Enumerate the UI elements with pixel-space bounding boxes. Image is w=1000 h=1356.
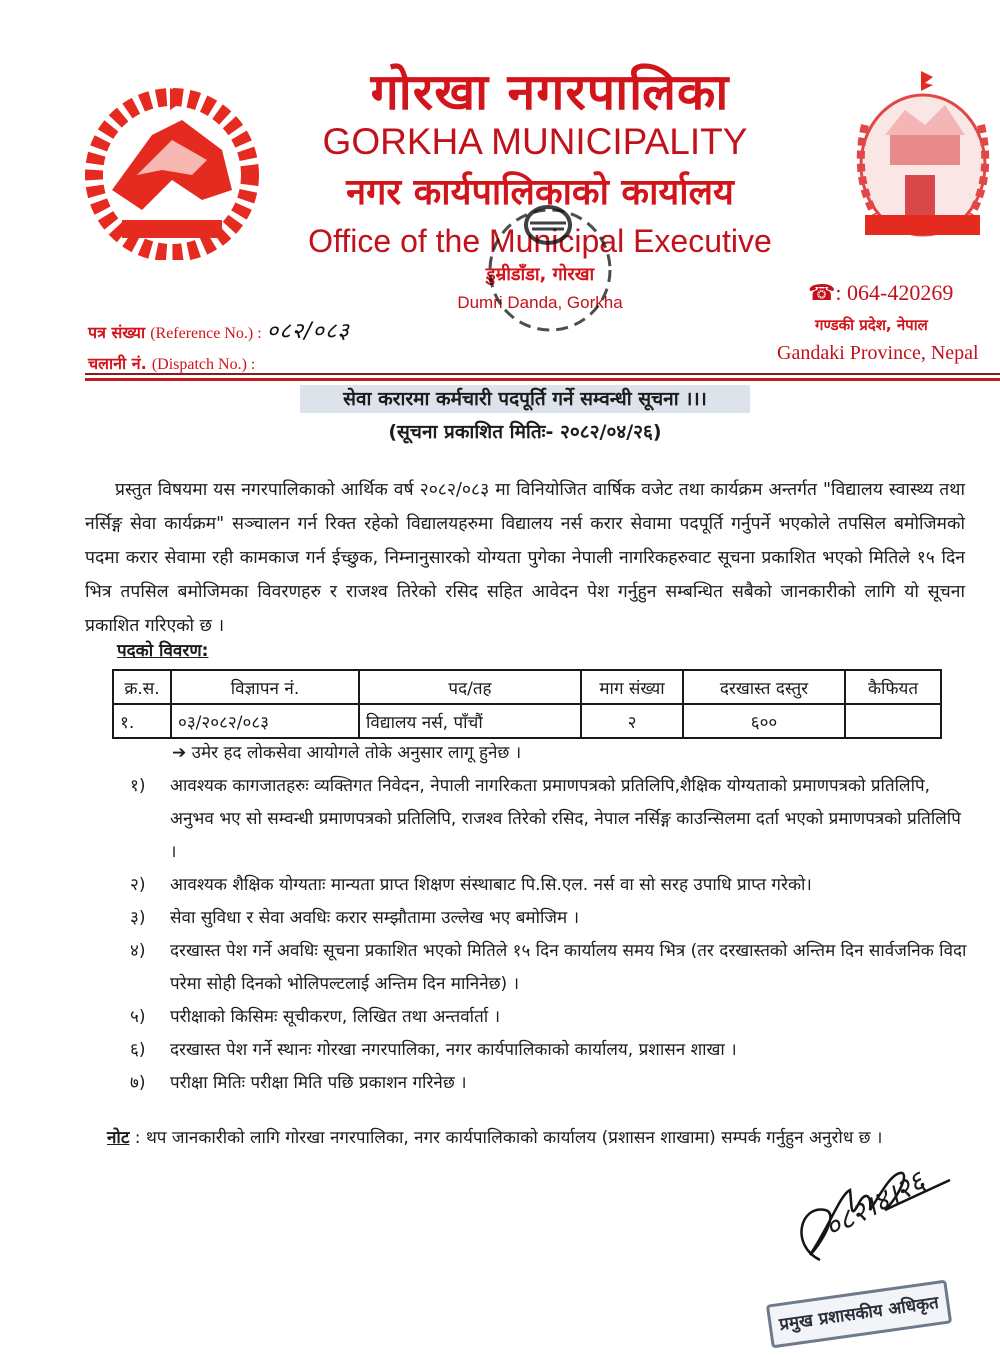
- list-item: [130, 1001, 970, 1034]
- post-details-heading: पदको विवरण:: [117, 641, 209, 661]
- address-english: Dumri Danda, Gorkha: [457, 293, 623, 312]
- column-header-serial: क्र.स.: [113, 670, 171, 704]
- list-item: [130, 1067, 970, 1100]
- list-item-number: ५): [130, 1007, 146, 1027]
- office-stamp-icon: [470, 195, 630, 345]
- list-item: [130, 902, 970, 935]
- note-label: नोट: [107, 1128, 130, 1148]
- column-header-remarks: कैफियत: [845, 670, 941, 704]
- list-item: [130, 1034, 970, 1067]
- office-name-english: Office of the Municipal Executive: [308, 223, 772, 259]
- list-item-text: सेवा सुविधा र सेवा अवधिः करार सम्झौतामा उल्लेख भए बमोजिम ।: [170, 908, 580, 928]
- cell-demand-count: २: [581, 704, 683, 738]
- gorkha-municipality-logo-icon: [845, 65, 1000, 245]
- header-divider-red: [85, 378, 1000, 381]
- telephone-icon: ☎: [808, 280, 836, 305]
- municipality-name-nepali: गोरखा नगरपालिका: [370, 63, 730, 121]
- requirements-list: [130, 770, 970, 1100]
- footer-note: [107, 1122, 927, 1155]
- column-header-application-fee: दरखास्त दस्तुर: [683, 670, 845, 704]
- designation-stamp: प्रमुख प्रशासकीय अधिकृत: [766, 1280, 952, 1349]
- list-item-number: ६): [130, 1040, 146, 1060]
- list-item-number: १): [130, 776, 146, 796]
- list-item: [130, 770, 970, 869]
- table-header-row: [113, 670, 941, 704]
- list-item-text: आवश्यक कागजातहरुः व्यक्तिगत निवेदन, नेपाली नागरिकता प्रमाणपत्रको प्रतिलिपि,शैक्षिक योग्यताको प्रमाणपत्रको प्रतिलिपि, अनुभव भए सो सम्वन्धी प्रमाणपत्रको प्रतिलिपि, राजश्व तिरेको रसिद, नेपाल नर्सिङ्ग काउन्सिलमा दर्ता भएको प्रमाणपत्रको प्रतिलिपि ।: [170, 776, 961, 862]
- reference-label-nepali: पत्र संख्या: [88, 323, 146, 342]
- list-item: [130, 869, 970, 902]
- note-text: : थप जानकारीको लागि गोरखा नगरपालिका, नगर कार्यपालिकाको कार्यालय (प्रशासन शाखामा) सम्पर्क गर्नुहुन अनुरोध छ ।: [129, 1128, 883, 1148]
- column-header-post-level: पद/तह: [359, 670, 581, 704]
- phone-row: [808, 280, 953, 306]
- signature-date: ०८२।४।२६: [818, 1164, 931, 1245]
- list-item-number: २): [130, 875, 146, 895]
- municipality-name-english: GORKHA MUNICIPALITY: [322, 121, 748, 162]
- reference-label-english: (Reference No.) :: [150, 325, 262, 342]
- address-nepali: डुम्रीडाँडा, गोरखा: [485, 264, 595, 285]
- notice-body: प्रस्तुत विषयमा यस नगरपालिकाको आर्थिक वर्ष २०८२/०८३ मा विनियोजित वार्षिक वजेट तथा कार्यक्रम अन्तर्गत "विद्यालय स्वास्थ्य तथा नर्सिङ्ग सेवा कार्यक्रम" सञ्चालन गर्न रिक्त रहेको विद्यालयहरुमा विद्यालय नर्स करार सेवामा पदपूर्ति गर्नुपर्ने भएकोले तपसिल बमोजिमको पदमा करार सेवामा रही कामकाज गर्न ईच्छुक, निम्नानुसारको योग्यता पुगेका नेपाली नागरिकहरुवाट सूचना प्रकाशित भएको मितिले १५ दिन भित्र तपसिल बमोजिमका विवरणहरु र राजश्व तिरेको रसिद सहित आवेदन पेश गर्नुहुन सम्बन्धित सबैको जानकारीको लागि यो सूचना प्रकाशित गरिएको छ ।: [85, 480, 965, 636]
- header-divider: [85, 373, 1000, 375]
- dispatch-label-english: (Dispatch No.) :: [151, 356, 256, 373]
- cell-post-level: विद्यालय नर्स, पाँचौं: [359, 704, 581, 738]
- notice-published-date: (सूचना प्रकाशित मितिः- २०८२/०४/२६): [388, 421, 662, 443]
- list-item-text: दरखास्त पेश गर्ने स्थानः गोरखा नगरपालिका, नगर कार्यपालिकाको कार्यालय, प्रशासन शाखा ।: [170, 1040, 737, 1060]
- reference-number-row: [88, 315, 350, 345]
- column-header-ad-number: विज्ञापन नं.: [171, 670, 359, 704]
- age-limit-note: ➔ उमेर हद लोकसेवा आयोगले तोके अनुसार लागू हुनेछ ।: [172, 743, 522, 763]
- reference-number-value: ०८२/०८३: [266, 319, 350, 344]
- table-row: [113, 704, 941, 738]
- post-details-table: [112, 669, 942, 739]
- province-english: Gandaki Province, Nepal: [777, 342, 979, 364]
- list-item-number: ३): [130, 908, 146, 928]
- dispatch-label-nepali: चलानी नं.: [88, 354, 147, 373]
- list-item-number: ४): [130, 941, 146, 961]
- cell-application-fee: ६००: [683, 704, 845, 738]
- list-item-text: आवश्यक शैक्षिक योग्यताः मान्यता प्राप्त शिक्षण संस्थाबाट पि.सि.एल. नर्स वा सो सरह उपाधि प्राप्त गरेको।: [170, 875, 812, 895]
- notice-title: सेवा करारमा कर्मचारी पदपूर्ति गर्ने सम्वन्धी सूचना ।।।: [300, 385, 750, 413]
- office-name-nepali: नगर कार्यपालिकाको कार्यालय: [346, 172, 734, 213]
- list-item-text: परीक्षाको किसिमः सूचीकरण, लिखित तथा अन्तर्वार्ता ।: [170, 1007, 501, 1027]
- column-header-demand-count: माग संख्या: [581, 670, 683, 704]
- list-item-text: दरखास्त पेश गर्ने अवधिः सूचना प्रकाशित भएको मितिले १५ दिन कार्यालय समय भित्र (तर दरखास्तको अन्तिम दिन सार्वजनिक विदा परेमा सोही दिनको भोलिपल्टलाई अन्तिम दिन मानिनेछ) ।: [170, 941, 967, 994]
- nepal-government-emblem-icon: [82, 80, 262, 260]
- dispatch-number-row: [88, 352, 255, 374]
- list-item-text: परीक्षा मितिः परीक्षा मिति पछि प्रकाशन गरिनेछ ।: [170, 1073, 467, 1093]
- cell-remarks: [845, 704, 941, 738]
- province-nepali: गण्डकी प्रदेश, नेपाल: [815, 316, 928, 334]
- phone-number: : 064-420269: [835, 280, 954, 305]
- list-item-number: ७): [130, 1073, 146, 1093]
- list-item: [130, 935, 970, 1001]
- cell-ad-number: ०३/२०८२/०८३: [171, 704, 359, 738]
- cell-serial: १.: [113, 704, 171, 738]
